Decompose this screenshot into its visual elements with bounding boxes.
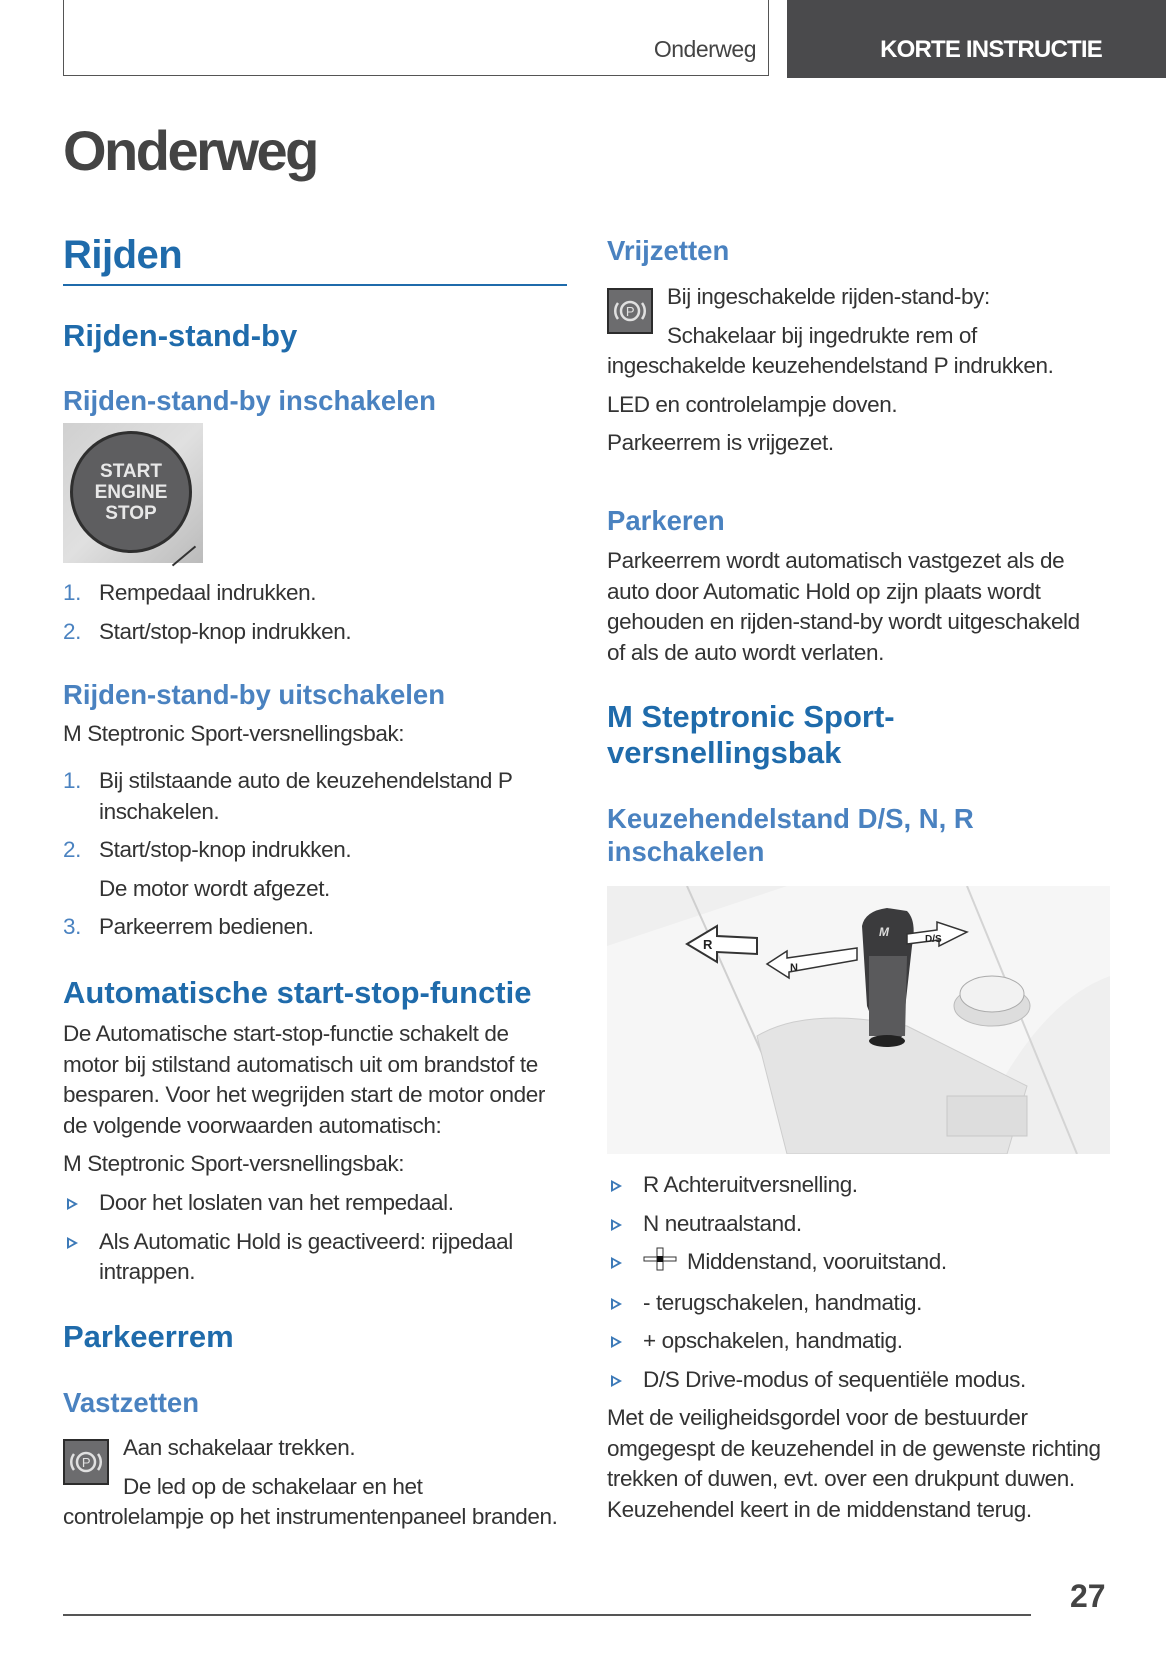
page-title: Onderweg [63,119,317,182]
auto-start-stop-bullets [63,1188,563,1288]
list-item: D/S Drive-modus of sequentiële modus. [607,1365,1107,1396]
list-item: Middenstand, vooruitstand. [607,1247,1107,1280]
header-chapter: KORTE INSTRUCTIE [880,36,1102,63]
list-item: 1. Bij stilstaande auto de keuzehendelstand P inschakelen. [63,768,513,824]
bullet-triangle-icon [611,1336,622,1348]
button-label: ENGINE [94,481,168,503]
image-label-m: M [879,925,889,939]
list-item: 3. Parkeerrem bedienen. [63,914,314,940]
start-engine-stop-button-image [63,423,203,563]
image-label-r: R [703,937,713,952]
vastzetten-block [63,1433,563,1533]
header-section: Onderweg [653,36,756,62]
page-number: 27 [1070,1578,1106,1614]
list-item: 1. Rempedaal indrukken. [63,580,317,605]
heading-parkeerrem: Parkeerrem [63,1319,234,1354]
bullet-triangle-icon [611,1298,622,1310]
intro-text: M Steptronic Sport-versnellingsbak: [63,1151,405,1176]
intro-text: M Steptronic Sport-versnellingsbak: [63,721,405,746]
bullet-triangle-icon [67,1237,78,1249]
vrijzetten-line1: Bij ingeschakelde rijden-stand-by: [667,284,990,309]
steps-uitschakelen [63,766,553,943]
button-label: START [100,460,162,482]
steptronic-text: Met de veiligheidsgordel voor de bestuurder omgegespt de keuzehendel in de gewenste richting trekken of duwen, evt. over een drukpunt duwen. Keuzehendel keert in de middenstand terug. [607,1405,1101,1522]
list-item: 2. Start/stop-knop indrukken. [63,618,352,644]
parking-brake-icon [63,1439,109,1485]
steptronic-bullets [607,1170,1107,1396]
heading-rule [63,284,567,286]
auto-start-stop-text: De Automatische start-stop-functie schakelt de motor bij stilstand automatisch uit om brandstof te besparen. Voor het wegrijden start de motor onder de volgende voorwaarden automatisch: [63,1021,545,1138]
list-item: N neutraalstand. [607,1209,1107,1240]
bullet-triangle-icon [67,1198,78,1210]
svg-text:P: P [81,1455,91,1470]
heading-vastzetten: Vastzetten [63,1387,200,1418]
vrijzetten-line3: LED en controlelampje doven. [607,391,898,417]
image-label-ds: D/S [925,934,942,945]
list-item: - terugschakelen, handmatig. [607,1288,1107,1319]
gear-middle-position-icon [643,1247,677,1280]
parking-brake-icon [607,288,653,334]
steps-inschakelen [63,578,573,647]
heading-parkeren: Parkeren [607,505,725,536]
vastzetten-line2: De led op de schakelaar en het controlelampje op het instrumentenpaneel branden. [63,1473,558,1530]
heading-uitschakelen: Rijden-stand-by uitschakelen [63,679,446,710]
heading-steptronic: M Steptronic Sport-versnellingsbak [607,699,895,770]
bullet-triangle-icon [611,1180,622,1192]
list-item: Door het loslaten van het rempedaal. [63,1188,563,1219]
vrijzetten-block [607,282,1107,459]
footer-rule [63,1614,1031,1616]
bullet-triangle-icon [611,1257,622,1269]
heading-inschakelen: Rijden-stand-by inschakelen [63,385,436,416]
vrijzetten-line4: Parkeerrem is vrijgezet. [607,430,834,456]
vastzetten-line1: Aan schakelaar trekken. [123,1435,356,1460]
list-item: 2. Start/stop-knop indrukken. [63,837,352,863]
button-label: STOP [105,502,157,524]
list-item: + opschakelen, handmatig. [607,1326,1107,1357]
image-label-n: N [790,962,798,974]
list-item: Als Automatic Hold is geactiveerd: rijpedaal intrappen. [63,1227,563,1288]
vrijzetten-line2: Schakelaar bij ingedrukte rem of ingeschakelde keuzehendelstand P indrukken. [607,322,1054,379]
step-note: De motor wordt afgezet. [99,875,330,901]
heading-rijden-stand-by: Rijden-stand-by [63,318,298,353]
parkeren-text: Parkeerrem wordt automatisch vastgezet als de auto door Automatic Hold op zijn plaats wordt gehouden en rijden-stand-by wordt uitgeschakeld of als de auto wordt verlaten. [607,548,1080,665]
heading-rijden: Rijden [63,233,183,277]
bullet-triangle-icon [611,1219,622,1231]
list-item: R Achteruitversnelling. [607,1170,1107,1201]
heading-keuzehendelstand: Keuzehendelstand D/S, N, R inschakelen [607,803,974,867]
svg-text:P: P [625,304,635,319]
gear-selector-image [607,886,1110,1154]
heading-vrijzetten: Vrijzetten [607,235,730,266]
bullet-triangle-icon [611,1375,622,1387]
heading-auto-start-stop: Automatische start-stop-functie [63,975,532,1010]
